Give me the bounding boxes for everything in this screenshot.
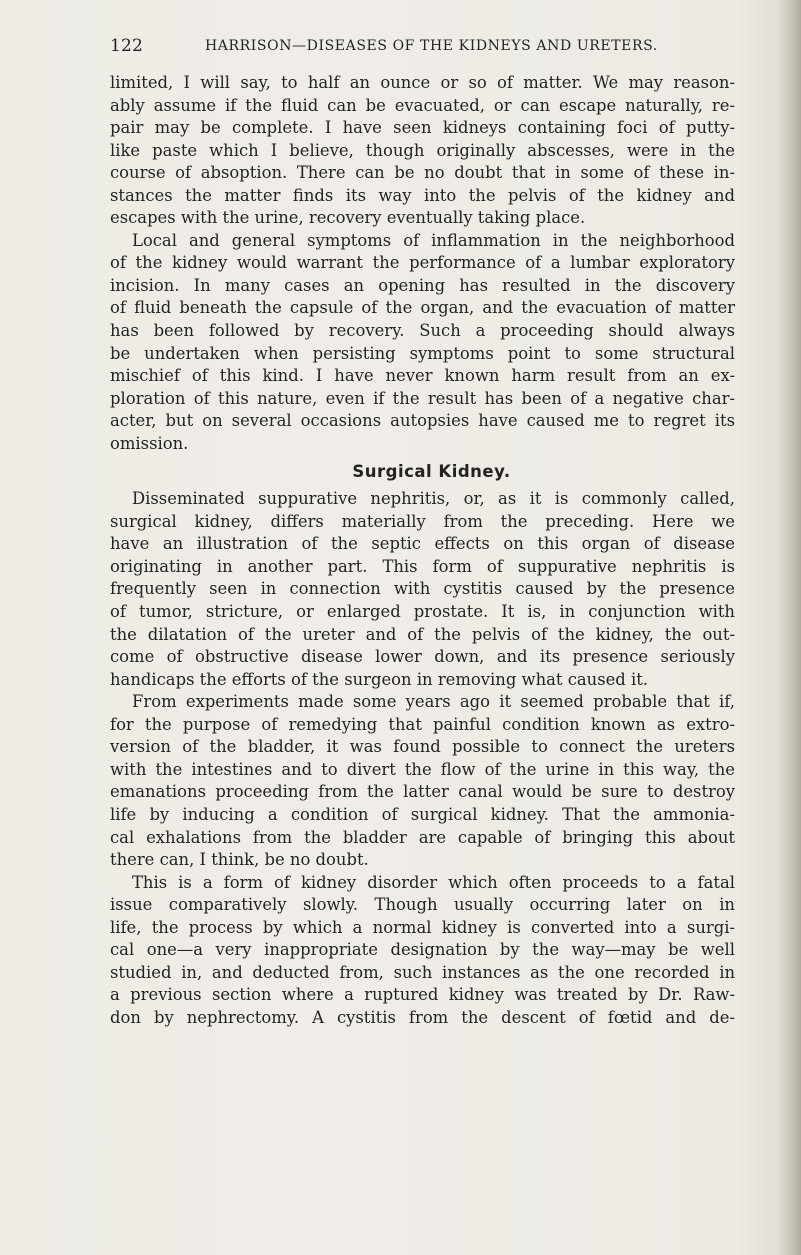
text-line: of fluid beneath the capsule of the organ, and the evacuation of matter (110, 298, 735, 318)
text-line: cal exhalations from the bladder are capable of bringing this about (110, 827, 735, 847)
running-title: HARRISON—DISEASES OF THE KIDNEYS AND URETERS. (205, 38, 658, 54)
text-line: omission. (110, 433, 189, 453)
text-line: with the intestines and to divert the flow of the urine in this way, the (110, 759, 735, 779)
text-line: life, the process by which a normal kidney is converted into a surgi- (110, 917, 735, 937)
text-line: like paste which I believe, though originally abscesses, were in the (110, 140, 735, 160)
text-line: handicaps the efforts of the surgeon in removing what caused it. (110, 669, 649, 689)
text-line: limited, I will say, to half an ounce or so of matter. We may reason- (110, 73, 735, 92)
text-line: for the purpose of remedying that painful condition known as extro- (110, 714, 735, 734)
text-line: a previous section where a ruptured kidney was treated by Dr. Raw- (110, 985, 735, 1005)
text-line: of the kidney would warrant the performance of a lumbar exploratory (110, 253, 735, 273)
page-number: 122 (110, 36, 144, 56)
page-edge-shadow (779, 0, 801, 1255)
running-header (110, 36, 730, 62)
text-line: Local and general symptoms of inflammation in the neighborhood (132, 230, 735, 250)
text-line: surgical kidney, differs materially from the preceding. Here we (110, 511, 735, 531)
text-line: life by inducing a condition of surgical kidney. That the ammonia- (110, 804, 735, 824)
text-line: the dilatation of the ureter and of the pelvis of the kidney, the out- (110, 624, 735, 644)
text-line: ploration of this nature, even if the result has been of a negative char- (110, 388, 735, 408)
text-line: course of absoption. There can be no doubt that in some of these in- (110, 163, 735, 183)
body-text (110, 72, 735, 1029)
text-line: acter, but on several occasions autopsies have caused me to regret its (110, 411, 735, 431)
text-line: escapes with the urine, recovery eventually taking place. (110, 208, 586, 228)
text-line: come of obstructive disease lower down, and its presence seriously (110, 647, 735, 667)
text-line: pair may be complete. I have seen kidneys containing foci of putty- (110, 118, 735, 138)
text-line: This is a form of kidney disorder which often proceeds to a fatal (132, 872, 735, 892)
text-line: don by nephrectomy. A cystitis from the descent of fœtid and de- (110, 1007, 735, 1027)
paragraph-experiments (110, 691, 735, 871)
text-line: studied in, and deducted from, such instances as the one recorded in (110, 962, 735, 982)
paragraph-kidney-disorder (110, 872, 735, 1030)
text-line: Disseminated suppurative nephritis, or, as it is commonly called, (132, 489, 735, 509)
text-line: be undertaken when persisting symptoms point to some structural (110, 343, 735, 363)
paragraph-absorption (110, 72, 735, 230)
text-line: mischief of this kind. I have never known harm result from an ex- (110, 366, 735, 386)
text-line: frequently seen in connection with cystitis caused by the presence (110, 579, 735, 599)
text-line: From experiments made some years ago it seemed probable that if, (132, 692, 735, 712)
text-line: version of the bladder, it was found possible to connect the ureters (110, 737, 735, 757)
text-line: has been followed by recovery. Such a proceeding should always (110, 321, 735, 341)
paragraph-lumbar-exploration (110, 230, 735, 455)
text-line: issue comparatively slowly. Though usually occurring later on in (110, 895, 735, 915)
paragraph-surgical-kidney (110, 488, 735, 691)
text-line: incision. In many cases an opening has resulted in the discovery (110, 275, 735, 295)
text-line: stances the matter finds its way into the pelvis of the kidney and (110, 185, 735, 205)
section-heading: Surgical Kidney. (352, 462, 511, 482)
text-line: emanations proceeding from the latter canal would be sure to destroy (110, 782, 735, 802)
text-line: cal one—a very inappropriate designation by the way—may be well (110, 940, 735, 960)
text-line: there can, I think, be no doubt. (110, 850, 369, 870)
text-line: have an illustration of the septic effects on this organ of disease (110, 534, 735, 554)
text-line: originating in another part. This form of suppurative nephritis is (110, 556, 735, 576)
text-line: ably assume if the fluid can be evacuated, or can escape naturally, re- (110, 95, 735, 115)
text-line: of tumor, stricture, or enlarged prostate. It is, in conjunction with (110, 602, 735, 622)
